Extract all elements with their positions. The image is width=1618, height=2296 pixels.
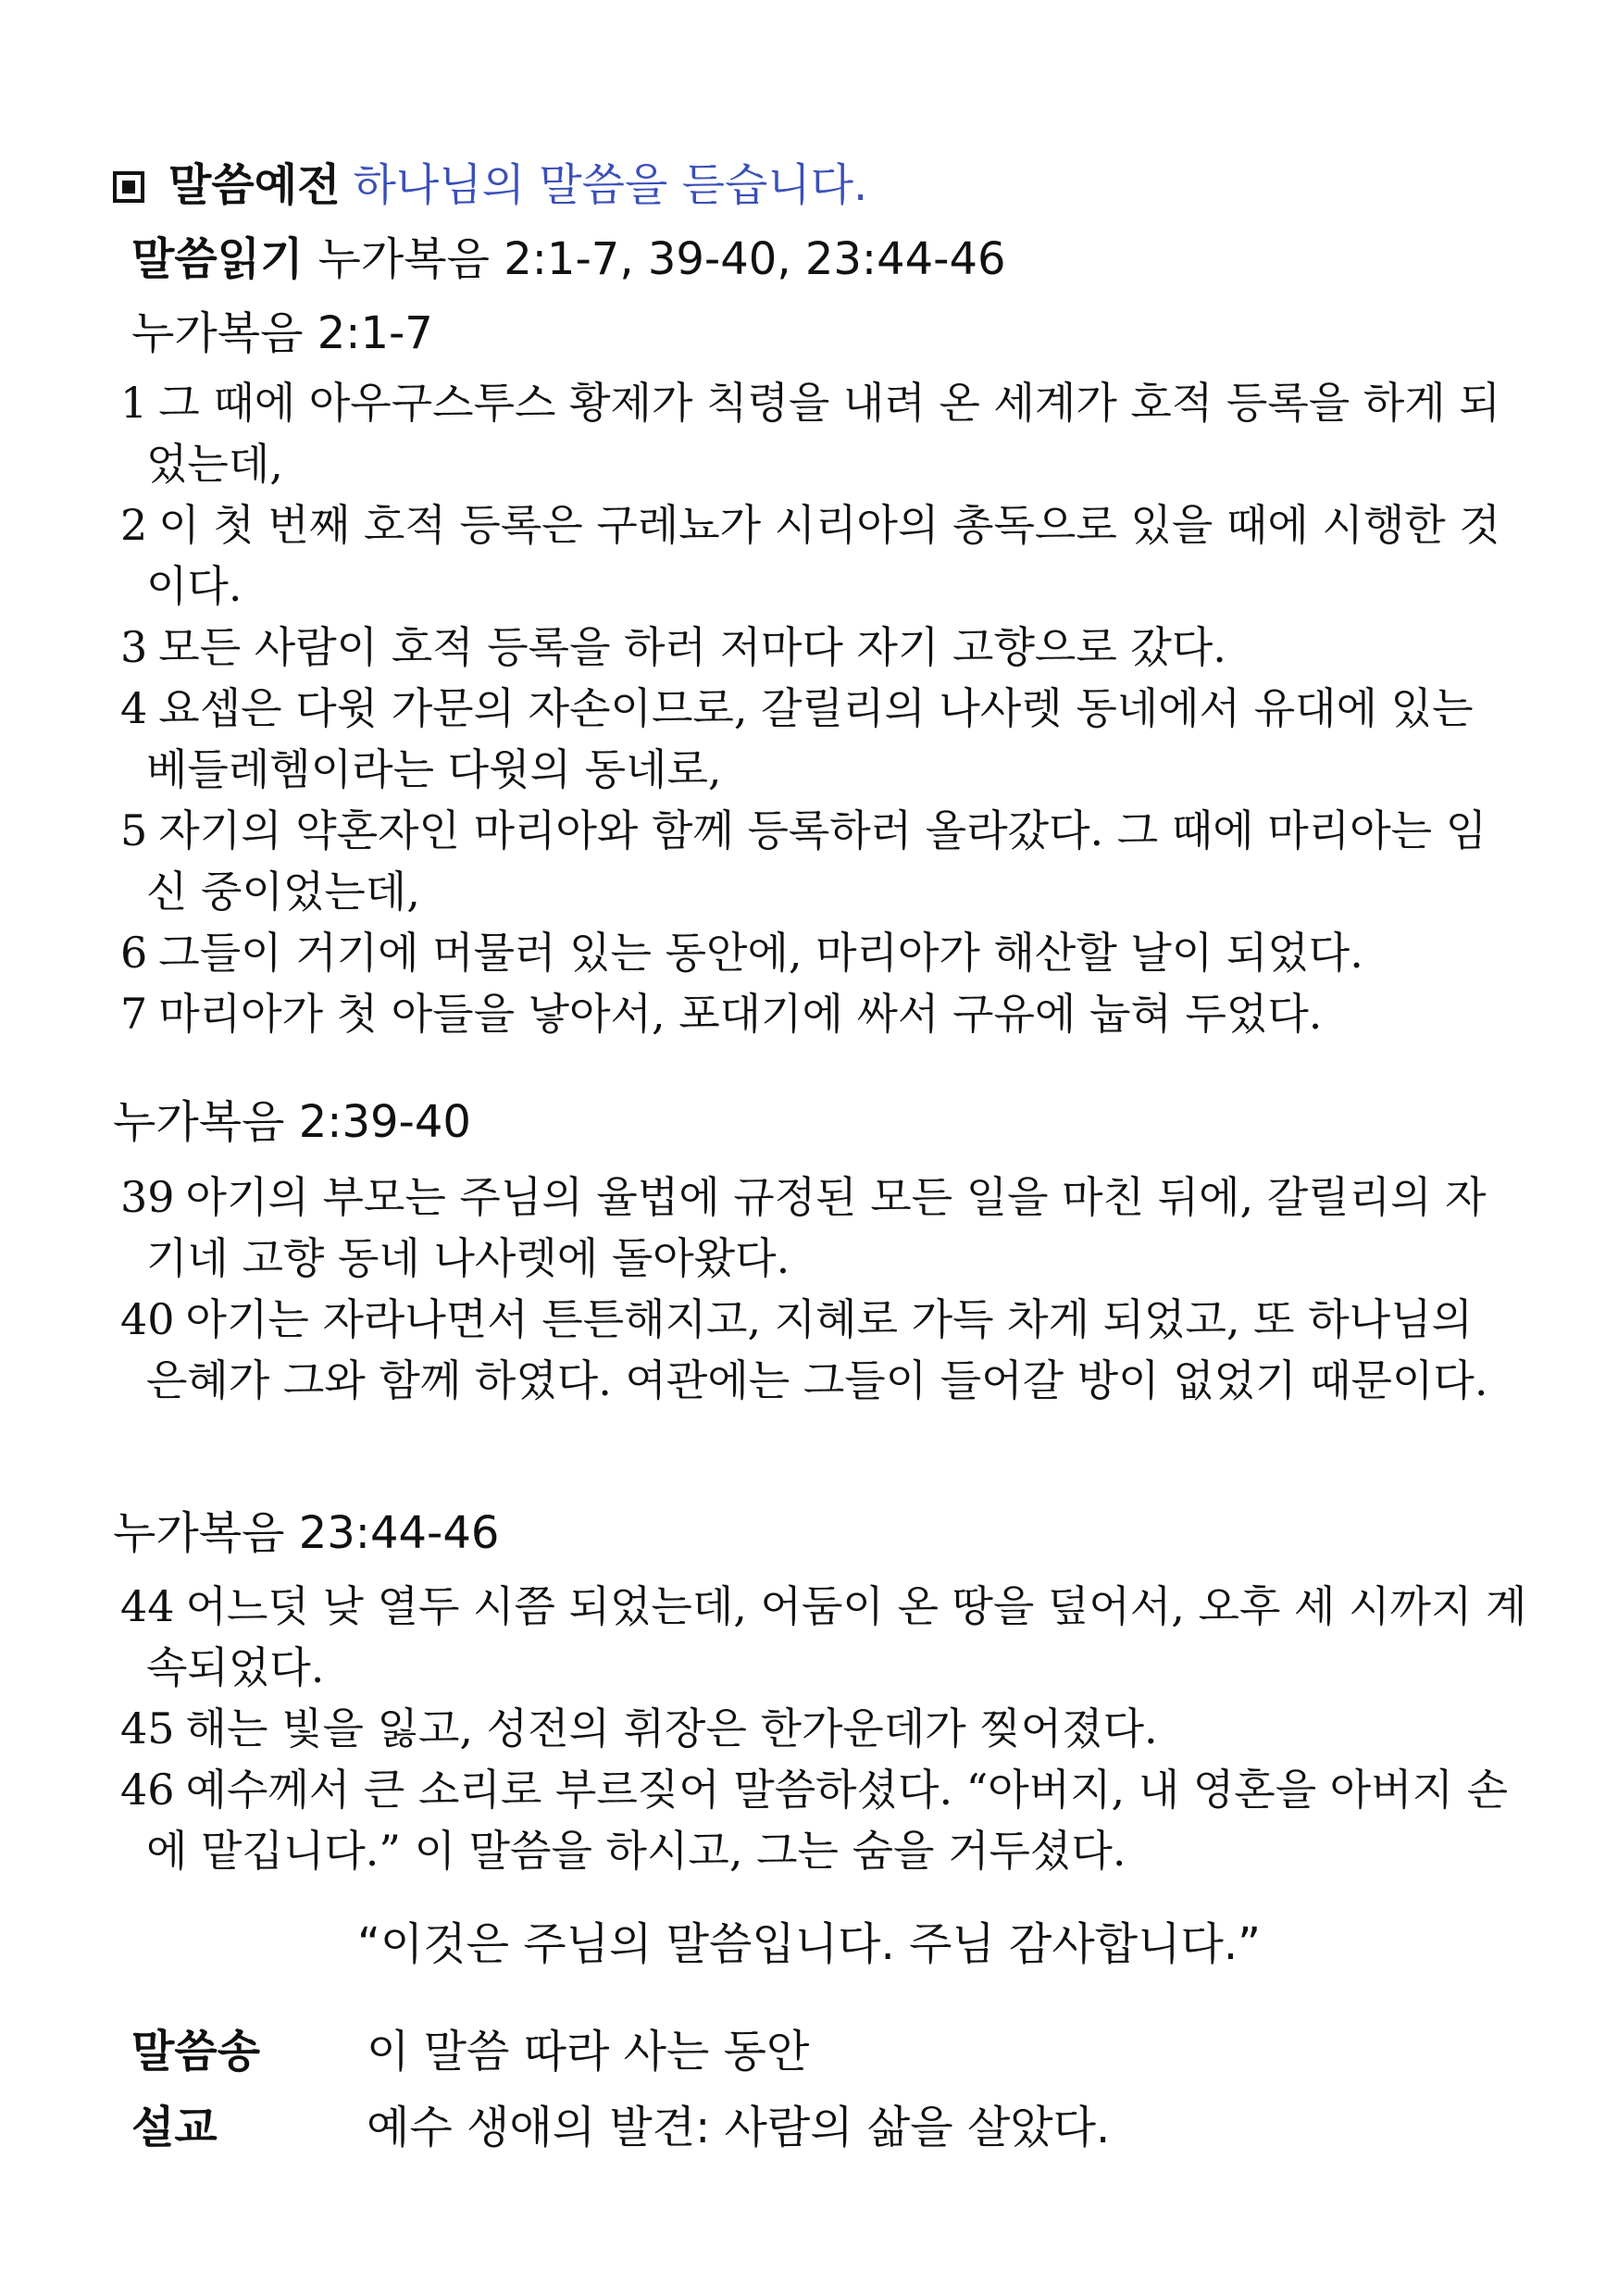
passage-title: 누가복음 2:1-7 <box>131 307 433 359</box>
verse-item <box>120 922 1527 983</box>
verse-text: 마리아가 첫 아들을 낳아서, 포대기에 싸서 구유에 눕혀 두었다. <box>158 989 1323 1039</box>
verse-item <box>120 1289 1527 1411</box>
verse-text: 아기는 자라나면서 튼튼해지고, 지혜로 가득 차게 되었고, 또 하나님의 은혜가 그와 함께 하였다. 여관에는 그들이 들어갈 방이 없었기 때문이다. <box>146 1294 1488 1405</box>
verse-number: 3 <box>120 622 148 672</box>
verse-text: 아기의 부모는 주님의 율법에 규정된 모든 일을 마친 뒤에, 갈릴리의 자기네 고향 동네 나사렛에 돌아왔다. <box>146 1172 1487 1283</box>
verse-number: 46 <box>120 1765 175 1815</box>
verse-text: 어느덧 낮 열두 시쯤 되었는데, 어둠이 온 땅을 덮어서, 오후 세 시까지 계속되었다. <box>146 1581 1527 1692</box>
verse-number: 45 <box>120 1703 175 1753</box>
verse-text: 해는 빛을 잃고, 성전의 휘장은 한가운데가 찢어졌다. <box>185 1703 1158 1753</box>
verse-text: 모든 사람이 호적 등록을 하러 저마다 자기 고향으로 갔다. <box>158 622 1226 672</box>
verse-item <box>120 1698 1527 1759</box>
passage-title: 누가복음 2:39-40 <box>113 1096 471 1148</box>
section-subtitle: 하나님의 말씀을 듣습니다. <box>353 159 868 211</box>
verse-list <box>120 1167 1527 1411</box>
order-value: 예수 생애의 발견: 사람의 삶을 살았다. <box>367 2102 1111 2153</box>
verse-text: 그 때에 아우구스투스 황제가 칙령을 내려 온 세계가 호적 등록을 하게 되었는데, <box>146 378 1500 489</box>
scripture-reading-label: 말씀읽기 <box>131 233 304 285</box>
verse-item <box>120 1167 1527 1289</box>
verse-number: 39 <box>120 1172 175 1222</box>
verse-number: 6 <box>120 928 148 978</box>
order-row-sermon <box>131 2098 1110 2157</box>
square-bullet-icon <box>113 171 144 203</box>
verse-text: 이 첫 번째 호적 등록은 구레뇨가 시리아의 총독으로 있을 때에 시행한 것이다. <box>146 500 1500 611</box>
section-header <box>113 156 867 215</box>
verse-list <box>120 372 1527 1044</box>
passage-title: 누가복음 23:44-46 <box>113 1507 500 1559</box>
section-title: 말씀예전 <box>168 159 341 211</box>
verse-item <box>120 372 1527 494</box>
verse-item <box>120 1576 1527 1698</box>
verse-text: 자기의 약혼자인 마리아와 함께 등록하러 올라갔다. 그 때에 마리아는 임신 중이었는데, <box>146 805 1487 917</box>
scripture-reading-line <box>131 230 1006 289</box>
verse-number: 4 <box>120 683 148 733</box>
scripture-reading-reference: 누가복음 2:1-7, 39-40, 23:44-46 <box>317 233 1006 285</box>
verse-item <box>120 678 1527 800</box>
order-label: 설교 <box>131 2102 218 2153</box>
verse-item <box>120 983 1527 1044</box>
verse-number: 44 <box>120 1581 175 1631</box>
verse-text: 예수께서 큰 소리로 부르짖어 말씀하셨다. “아버지, 내 영혼을 아버지 손에 맡깁니다.” 이 말씀을 하시고, 그는 숨을 거두셨다. <box>146 1765 1509 1876</box>
verse-item <box>120 800 1527 922</box>
verse-item <box>120 617 1527 678</box>
verse-number: 5 <box>120 805 148 855</box>
order-value: 이 말씀 따라 사는 동안 <box>367 2026 810 2078</box>
closing-response: “이것은 주님의 말씀입니다. 주님 감사합니다.” <box>357 1918 1261 1970</box>
verse-list <box>120 1576 1527 1881</box>
verse-item <box>120 1759 1527 1881</box>
verse-number: 2 <box>120 500 148 550</box>
order-label: 말씀송 <box>131 2026 261 2078</box>
verse-item <box>120 494 1527 617</box>
verse-text: 그들이 거기에 머물러 있는 동안에, 마리아가 해산할 날이 되었다. <box>158 928 1363 978</box>
verse-number: 40 <box>120 1294 175 1344</box>
order-row-song <box>131 2022 809 2081</box>
verse-number: 7 <box>120 989 148 1039</box>
verse-number: 1 <box>120 378 148 428</box>
verse-text: 요셉은 다윗 가문의 자손이므로, 갈릴리의 나사렛 동네에서 유대에 있는 베들레헴이라는 다윗의 동네로, <box>146 683 1474 794</box>
